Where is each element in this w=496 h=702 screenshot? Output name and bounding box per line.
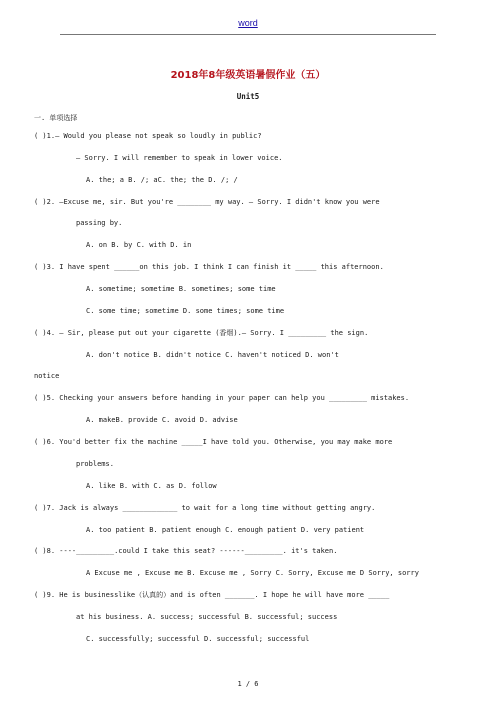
page-number: 1 / 6 <box>237 680 259 688</box>
question-line: ( )4. — Sir, please put out your cigarette (香烟).— Sorry. I _________ the sign. <box>34 329 369 337</box>
question-line: passing by. <box>76 219 123 227</box>
question-line: A. sometime; sometime B. sometimes; some time <box>86 285 276 293</box>
question-line: A. too patient B. patient enough C. enough patient D. very patient <box>86 526 365 534</box>
question-line: — Sorry. I will remember to speak in lower voice. <box>76 154 283 162</box>
question-line: ( )7. Jack is always _____________ to wait for a long time without getting angry. <box>34 504 376 512</box>
header-link[interactable]: word <box>238 18 258 28</box>
question-line: A. don't notice B. didn't notice C. haven't noticed D. won't <box>86 351 339 359</box>
section-heading: 一. 单项选择 <box>34 114 78 122</box>
document-title: 2018年8年级英语暑假作业（五） <box>170 70 326 81</box>
question-line: ( )8. ----_________.could I take this seat? ------_________. it's taken. <box>34 547 338 555</box>
question-line: ( )2. —Excuse me, sir. But you're ________ my way. — Sorry. I didn't know you were <box>34 198 380 206</box>
question-line: ( )6. You'd better fix the machine _____I have told you. Otherwise, you may make more <box>34 438 393 446</box>
question-line: A. the; a B. /; aC. the; the D. /; / <box>86 176 238 184</box>
question-line: C. some time; sometime D. some times; some time <box>86 307 285 315</box>
question-line: at his business. A. success; successful B. successful; success <box>76 613 338 621</box>
question-line: A. like B. with C. as D. follow <box>86 482 217 490</box>
question-line: C. successfully; successful D. successful; successful <box>86 635 310 643</box>
question-line: ( )9. He is businesslike（认真的）and is often _______. I hope he will have more _____ <box>34 591 390 599</box>
question-line: notice <box>34 372 60 380</box>
question-line: A. on B. by C. with D. in <box>86 241 192 249</box>
question-line: ( )3. I have spent ______on this job. I think I can finish it _____ this afternoon. <box>34 263 384 271</box>
question-line: ( )5. Checking your answers before handing in your paper can help you _________ mistakes. <box>34 394 410 402</box>
question-line: problems. <box>76 460 114 468</box>
question-line: ( )1.— Would you please not speak so loudly in public? <box>34 132 262 140</box>
question-line: A Excuse me , Excuse me B. Excuse me , Sorry C. Sorry, Excuse me D Sorry, sorry <box>86 569 419 577</box>
unit-heading: Unit5 <box>236 92 260 101</box>
question-line: A. makeB. provide C. avoid D. advise <box>86 416 238 424</box>
header-divider <box>60 34 436 35</box>
